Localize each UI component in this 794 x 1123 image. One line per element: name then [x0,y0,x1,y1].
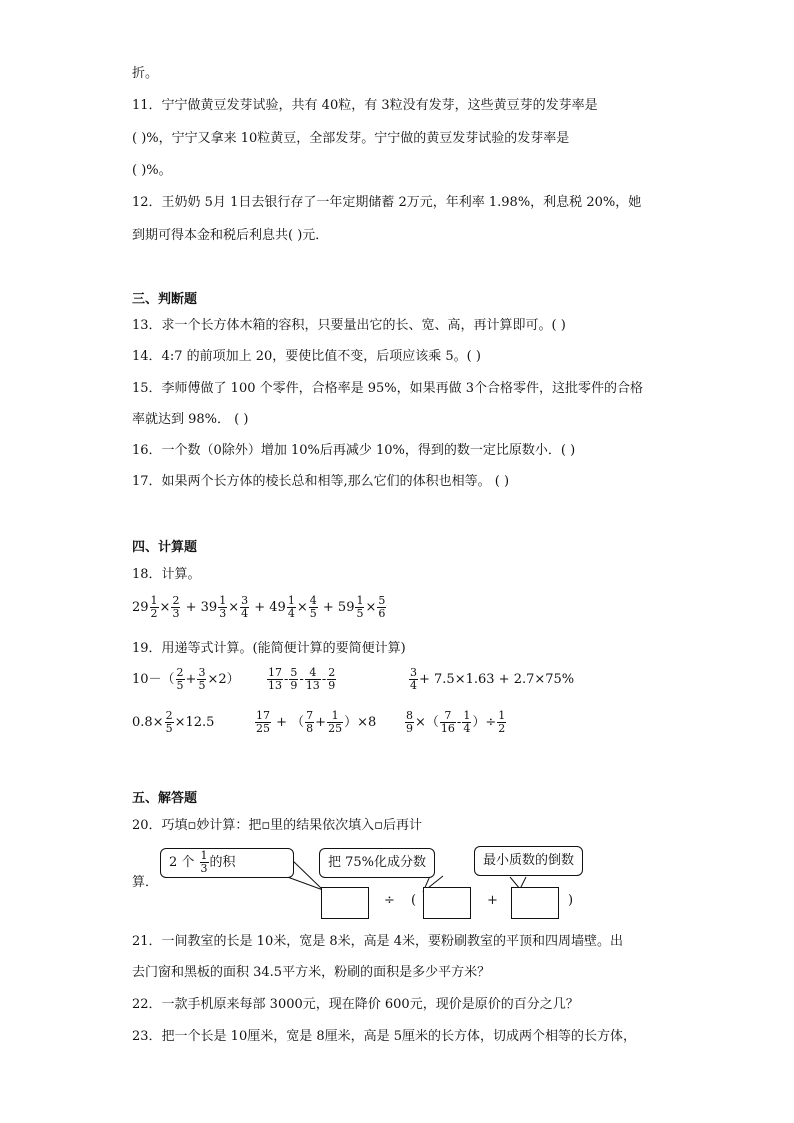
plus-sign: + [487,893,498,908]
fraction: $\frac{1}{4}$ [287,594,295,620]
open-paren: ( [411,893,417,908]
fraction: $\frac{1}{5}$ [356,594,364,620]
section-heading-calculation: 四、计算题 [132,540,198,555]
question-18: 18．计算。 [132,567,201,582]
q19-expression-6: $\frac{8}{9}$ ×（ $\frac{7}{16}$ - $\frac{1}{4}$ ）÷ $\frac{1}{2}$ [406,709,506,735]
term-whole: 49 [269,600,286,615]
question-11-line-2: ( )%，宁宁又拿来 10粒黄豆，全部发芽。宁宁做的黄豆发芽试验的发芽率是 [132,131,570,146]
term-whole: 39 [200,600,218,615]
fraction: $\frac{3}{4}$ [241,594,249,620]
question-21-line-1: 21．一间教室的长是 10米，宽是 8米，高是 4米，要粉刷教室的平顶和四周墙壁。出 [132,934,624,949]
answer-box-2[interactable] [423,887,471,919]
term-whole: 59 [337,600,355,615]
q18-expression: 29 $\frac{1}{2}$ × $\frac{2}{3}$ + 39 $\frac{1}{3}$ × $\frac{3}{4}$ + 49 $\frac{1}{4}$ × $\frac{4}{5}$ + 59 $\frac{1}{5}$ × $\frac{5}{6}$ [132,594,386,620]
close-paren: ) [568,893,574,908]
question-12-line-1: 12．王奶奶 5月 1日去银行存了一年定期储蓄 2万元，年利率 1.98%，利息税 20%，她 [132,195,642,210]
fraction: $\frac{1}{2}$ [150,594,158,620]
section-heading-answers: 五、解答题 [132,791,198,806]
fraction: $\frac{1}{3}$ [200,849,208,875]
question-17: 17．如果两个长方体的棱长总和相等,那么它们的体积也相等。 ( ) [132,474,510,489]
q19-expression-5: $\frac{17}{25}$ + （ $\frac{7}{8}$ + $\frac{1}{25}$ ）×8 [256,709,377,735]
callout-percent-to-fraction: 把 75%化成分数 [319,848,435,878]
section-heading-judgement: 三、判断题 [132,292,198,307]
fraction: $\frac{2}{3}$ [172,594,180,620]
question-12-line-2: 到期可得本金和税后利息共( )元． [132,228,329,243]
question-15-line-1: 15．李师傅做了 100 个零件，合格率是 95%，如果再做 3个合格零件，这批零件的合格 [132,381,644,396]
question-22: 22．一款手机原来每部 3000元，现在降价 600元，现价是原价的百分之几？ [132,997,579,1012]
question-13: 13．求一个长方体木箱的容积，只要量出它的长、宽、高，再计算即可。( ) [132,318,566,333]
fraction: $\frac{5}{6}$ [378,594,386,620]
callout-product: 2 个 $\frac{1}{3}$ 的积 [160,848,294,878]
question-14: 14．4:7 的前项加上 20，要使比值不变，后项应该乘 5。( ) [132,349,481,364]
answer-box-3[interactable] [511,887,559,919]
question-20: 20．巧填▫妙计算：把▫里的结果依次填入▫后再计 [132,818,422,833]
question-16: 16．一个数（0除外）增加 10%后再减少 10%，得到的数一定比原数小．( ) [132,443,576,458]
question-23: 23．把一个长是 10厘米，宽是 8厘米，高是 5厘米的长方体，切成两个相等的长方体， [132,1029,637,1044]
question-15-line-2: 率就达到 98%． ( ) [132,412,249,427]
divide-sign: ÷ [384,893,395,908]
question-11-line-3: ( )%。 [132,163,172,178]
q19-expression-1: 10－（ $\frac{2}{5}$ + $\frac{3}{5}$ ×2） [132,666,240,692]
q19-expression-3: $\frac{3}{4}$ + 7.5×1.63 + 2.7×75% [410,666,575,692]
answer-box-1[interactable] [321,887,369,919]
text-line: 折。 [132,66,159,81]
question-21-line-2: 去门窗和黑板的面积 34.5平方米，粉刷的面积是多少平方米？ [132,965,491,980]
q19-expression-4: 0.8× $\frac{2}{5}$ ×12.5 [132,709,215,735]
question-11-line-1: 11．宁宁做黄豆发芽试验，共有 40粒，有 3粒没有发芽，这些黄豆芽的发芽率是 [132,98,598,113]
term-whole: 29 [132,600,149,615]
question-19: 19．用递等式计算。(能简便计算的要简便计算) [132,641,406,656]
fraction: $\frac{4}{5}$ [309,594,317,620]
q19-expression-2: $\frac{17}{13}$ - $\frac{5}{9}$ - $\frac{4}{13}$ - $\frac{2}{9}$ [268,666,336,692]
question-20-suffix: 算． [132,875,159,890]
callout-smallest-prime-reciprocal: 最小质数的倒数 [474,846,583,876]
fraction: $\frac{1}{3}$ [219,594,227,620]
